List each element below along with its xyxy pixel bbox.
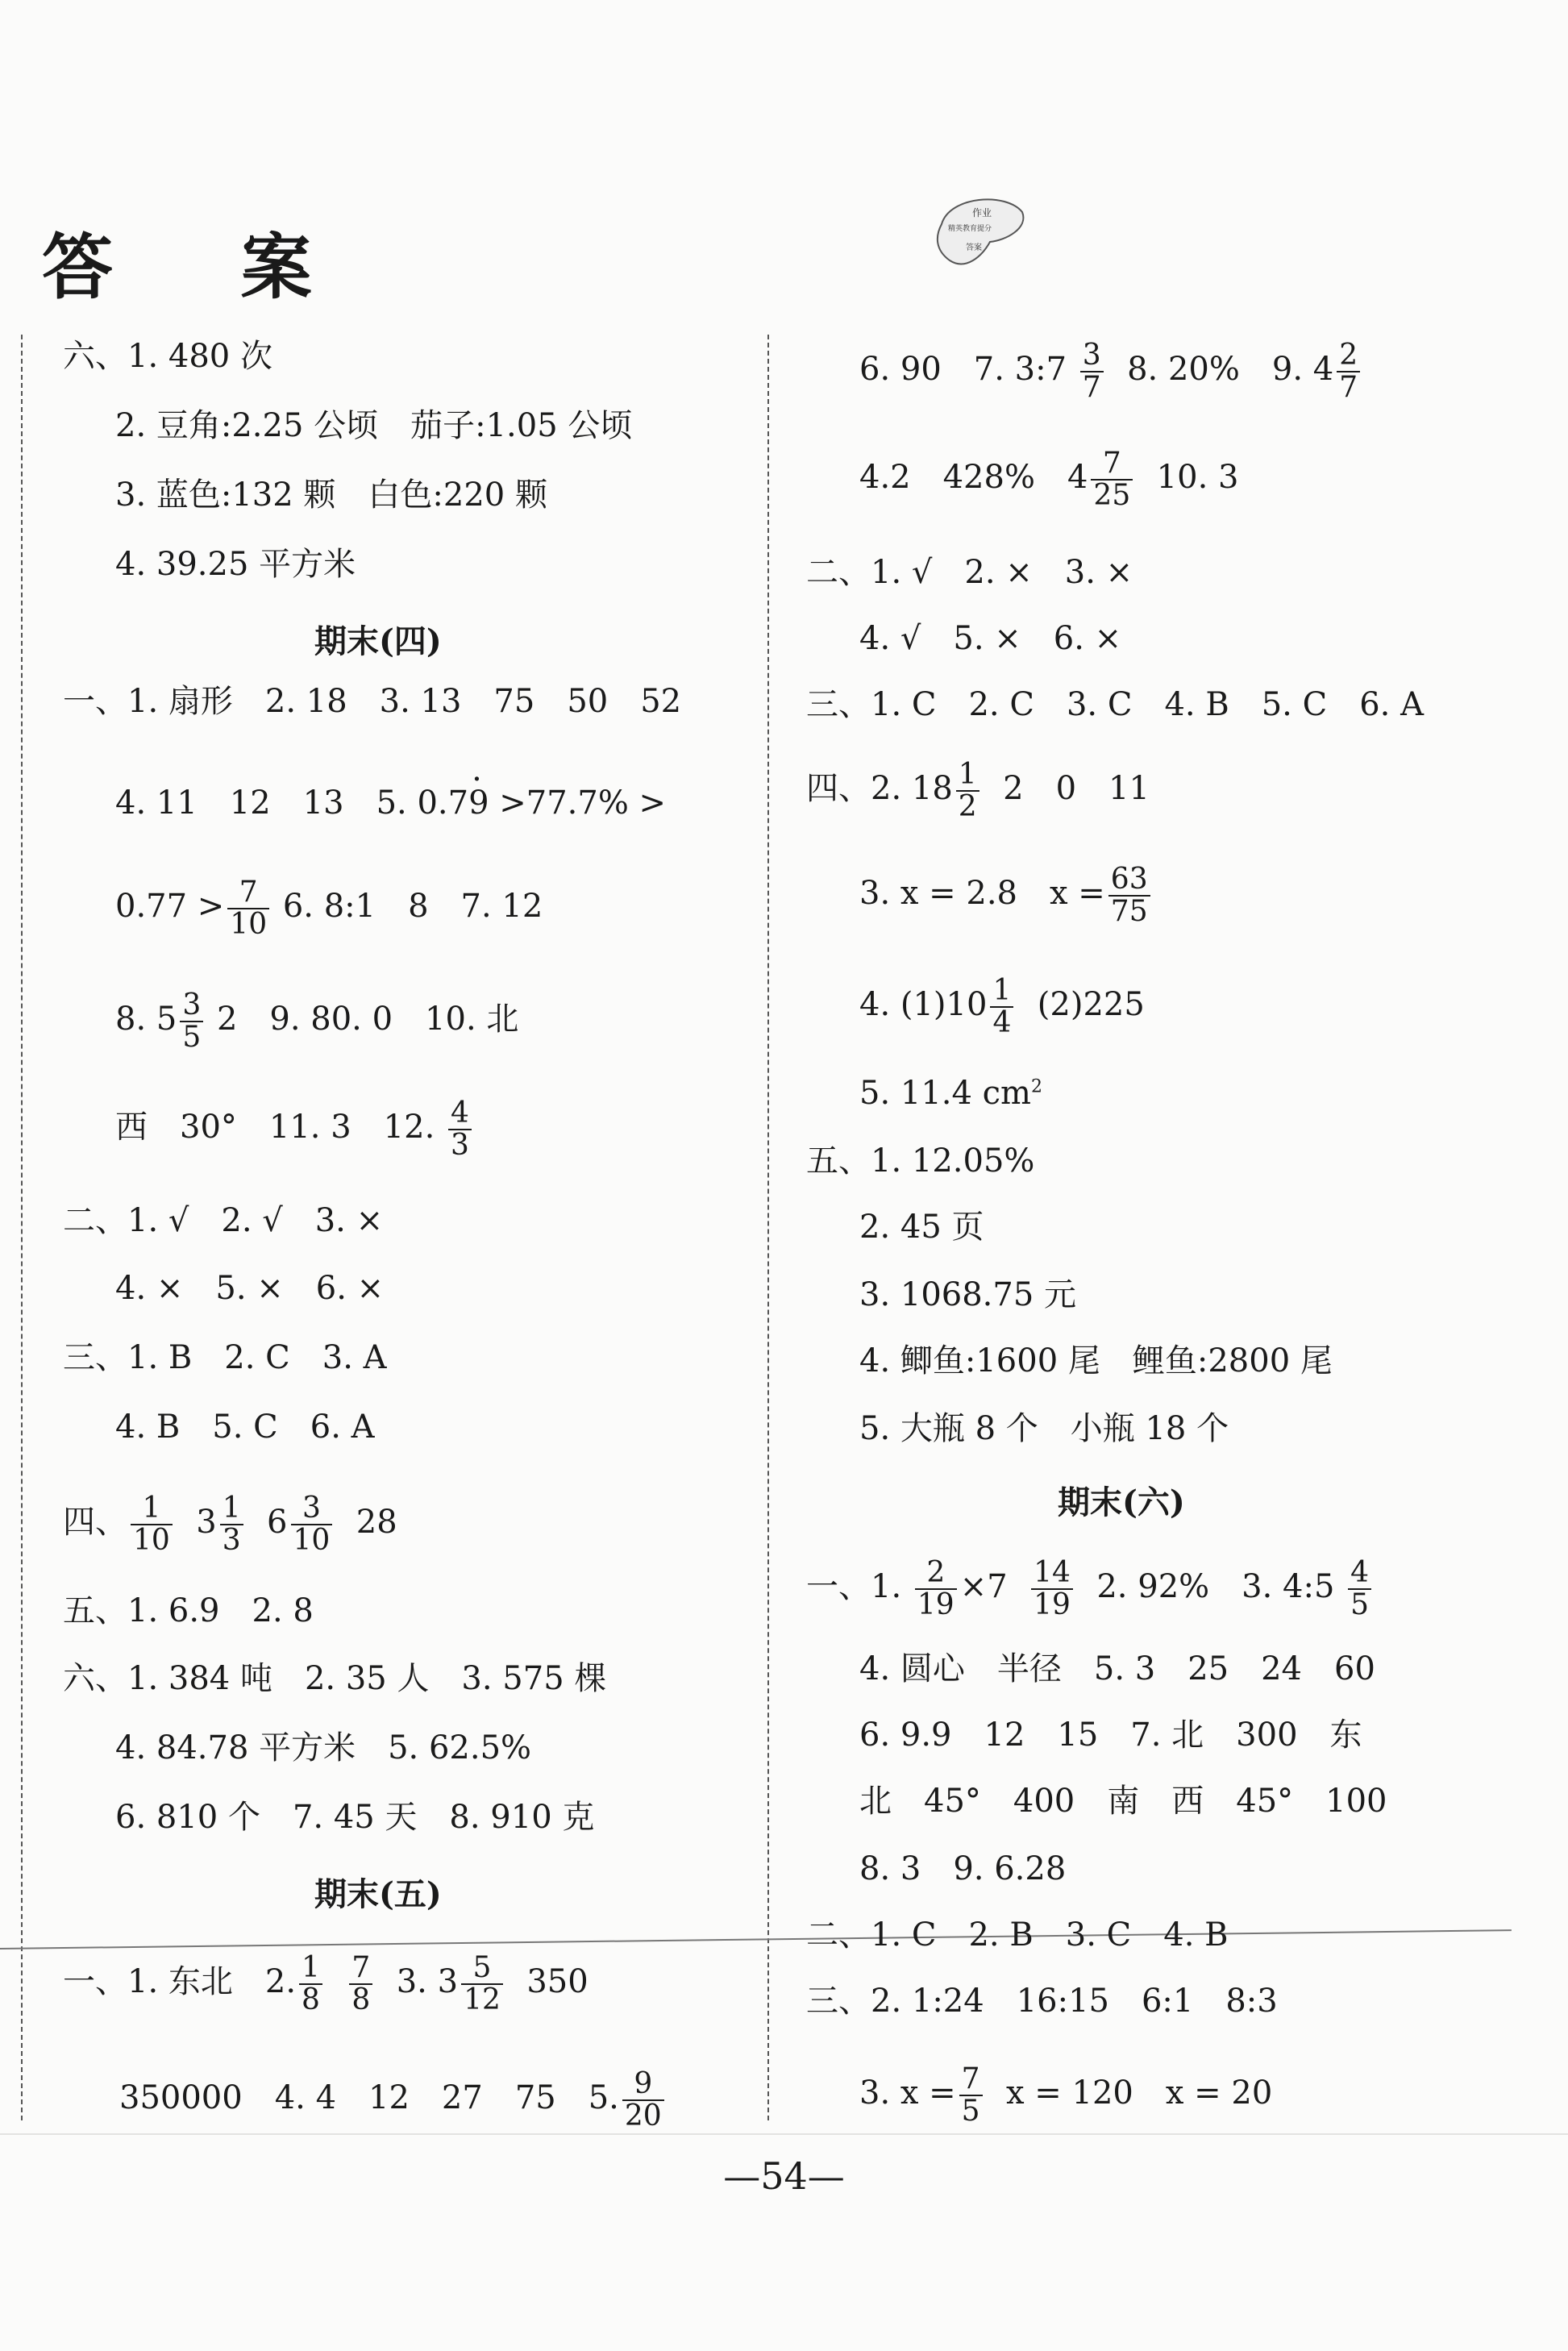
fraction: $\frac{3}{5}$ bbox=[180, 990, 203, 1053]
answer-line: 2. 豆角:2.25 公顷 茄子:1.05 公顷 bbox=[115, 407, 633, 444]
answer-line: 三、2. 1:24 16:15 6:1 8:3 bbox=[806, 1983, 1278, 2020]
fraction: $\frac{9}{20}$ bbox=[622, 2069, 664, 2132]
fraction: $\frac{1}{10}$ bbox=[131, 1493, 173, 1556]
section-heading: 期末(五) bbox=[314, 1875, 442, 1913]
answer-line: 4. B 5. C 6. A bbox=[115, 1409, 375, 1446]
answer-line: 四、 $\frac{1}{10}$ 3 $\frac{1}{3}$ 6 $\frac{3}{10}$ 28 bbox=[63, 1492, 397, 1557]
fraction: $\frac{7}{5}$ bbox=[959, 2064, 983, 2127]
answer-line: 三、1. C 2. C 3. C 4. B 5. C 6. A bbox=[806, 686, 1424, 723]
answer-line: 四、2. 18 $\frac{1}{2}$ 2 0 11 bbox=[806, 758, 1150, 823]
fraction: $\frac{4}{3}$ bbox=[448, 1098, 472, 1161]
fraction: $\frac{1}{3}$ bbox=[220, 1493, 243, 1556]
left-dashed-rule bbox=[21, 335, 23, 2120]
section-heading: 期末(四) bbox=[314, 622, 442, 660]
answer-line: 5. 11.4 $cm^2$ bbox=[859, 1075, 1042, 1112]
answer-line: 二、1. √ 2. × 3. × bbox=[806, 554, 1133, 591]
fraction: $\frac{2}{7}$ bbox=[1337, 340, 1360, 403]
answer-line: 3. x = 2.8 x = $\frac{63}{75}$ bbox=[859, 864, 1154, 927]
fraction: $\frac{4}{5}$ bbox=[1348, 1558, 1371, 1621]
answer-line: 4.2 428% 4 $\frac{7}{25}$ 10. 3 bbox=[859, 447, 1239, 512]
answer-line: 4. × 5. × 6. × bbox=[115, 1270, 385, 1307]
answer-line: 0.77 > $\frac{7}{10}$ 6. 8:1 8 7. 12 bbox=[115, 876, 543, 941]
answer-line: 4. 84.78 平方米 5. 62.5% bbox=[115, 1729, 532, 1766]
answer-line: 五、1. 6.9 2. 8 bbox=[63, 1592, 314, 1629]
answer-line: 4. 圆心 半径 5. 3 25 24 60 bbox=[859, 1650, 1375, 1687]
answer-line: 3. 蓝色:132 颗 白色:220 颗 bbox=[115, 476, 547, 514]
answer-line: 六、1. 480 次 bbox=[63, 338, 272, 375]
answer-line: 三、1. B 2. C 3. A bbox=[63, 1339, 387, 1376]
answer-line: 3. x = $\frac{7}{5}$ x = 120 x = 20 bbox=[859, 2062, 1273, 2128]
section-heading: 期末(六) bbox=[1058, 1483, 1185, 1521]
answer-line: 2. 45 页 bbox=[859, 1209, 984, 1246]
answer-line: 6. 9.9 12 15 7. 北 300 东 bbox=[859, 1716, 1362, 1754]
fraction: $\frac{3}{10}$ bbox=[291, 1493, 333, 1556]
answer-line: 二、1. √ 2. √ 3. × bbox=[63, 1202, 384, 1239]
fraction: $\frac{2}{19}$ bbox=[915, 1558, 957, 1621]
fraction: $\frac{14}{19}$ bbox=[1031, 1558, 1073, 1621]
answer-line: 3. 1068.75 元 bbox=[859, 1276, 1077, 1313]
answer-line: 8. 3 9. 6.28 bbox=[859, 1850, 1067, 1887]
answer-line: 6. 810 个 7. 45 天 8. 910 克 bbox=[115, 1799, 595, 1836]
answer-line: 8. 5 $\frac{3}{5}$ 2 9. 80. 0 10. 北 bbox=[115, 988, 519, 1054]
fraction: $\frac{5}{12}$ bbox=[461, 1953, 503, 2016]
answer-line: 4. 39.25 平方米 bbox=[115, 546, 356, 583]
answer-line: 一、1. $\frac{2}{19}$ ×7 $\frac{14}{19}$ 2. 92% 3. 4:5 $\frac{4}{5}$ bbox=[806, 1558, 1375, 1621]
scan-fold-line bbox=[0, 1929, 1512, 1949]
fraction: $\frac{63}{75}$ bbox=[1108, 864, 1150, 927]
answer-line: 五、1. 12.05% bbox=[806, 1142, 1035, 1180]
page-title: 答 案 bbox=[42, 225, 364, 309]
fraction: $\frac{3}{7}$ bbox=[1080, 340, 1104, 403]
answer-line: 一、1. 扇形 2. 18 3. 13 75 50 52 bbox=[63, 683, 682, 720]
answer-line: 4. (1)10 $\frac{1}{4}$ (2)225 bbox=[859, 974, 1145, 1039]
fraction: $\frac{1}{4}$ bbox=[990, 976, 1013, 1038]
fraction: $\frac{1}{8}$ bbox=[299, 1953, 322, 2016]
answer-line: 六、1. 384 吨 2. 35 人 3. 575 棵 bbox=[63, 1660, 607, 1697]
answer-line: 二、1. C 2. B 3. C 4. B bbox=[806, 1916, 1229, 1954]
answer-line: 6. 90 7. 3:7 $\frac{3}{7}$ 8. 20% 9. 4 $\frac{2}{7}$ bbox=[859, 340, 1363, 403]
fraction: $\frac{7}{25}$ bbox=[1091, 448, 1133, 511]
stamp-logo bbox=[934, 192, 1029, 273]
stamp-line-1: 作业 bbox=[972, 207, 992, 218]
bottom-fold-line bbox=[0, 2133, 1568, 2135]
page-number: —54— bbox=[723, 2154, 845, 2198]
stamp-line-2: 精英教育提分 bbox=[948, 225, 992, 233]
stamp-line-3: 答案 bbox=[966, 243, 982, 252]
answer-line: 4. 鲫鱼:1600 尾 鲤鱼:2800 尾 bbox=[859, 1342, 1333, 1379]
fraction: $\frac{7}{8}$ bbox=[349, 1953, 372, 2016]
answer-line: 350000 4. 4 12 27 75 5. $\frac{9}{20}$ bbox=[119, 2069, 668, 2132]
answer-line: 4. √ 5. × 6. × bbox=[859, 620, 1122, 657]
fraction: $\frac{1}{2}$ bbox=[956, 759, 979, 822]
fraction: $\frac{7}{10}$ bbox=[227, 877, 269, 940]
answer-line: 北 45° 400 南 西 45° 100 bbox=[859, 1783, 1387, 1820]
answer-line: 西 30° 11. 3 12. $\frac{4}{3}$ bbox=[115, 1098, 475, 1161]
answer-line: 一、1. 东北 2. $\frac{1}{8}$ $\frac{7}{8}$ 3. 3 $\frac{5}{12}$ 350 bbox=[63, 1951, 589, 2016]
center-dashed-rule bbox=[767, 335, 769, 2120]
answer-line: 4. 11 12 13 5. 0.79 · >77.7% > bbox=[115, 787, 666, 819]
answer-line: 5. 大瓶 8 个 小瓶 18 个 bbox=[859, 1410, 1229, 1447]
